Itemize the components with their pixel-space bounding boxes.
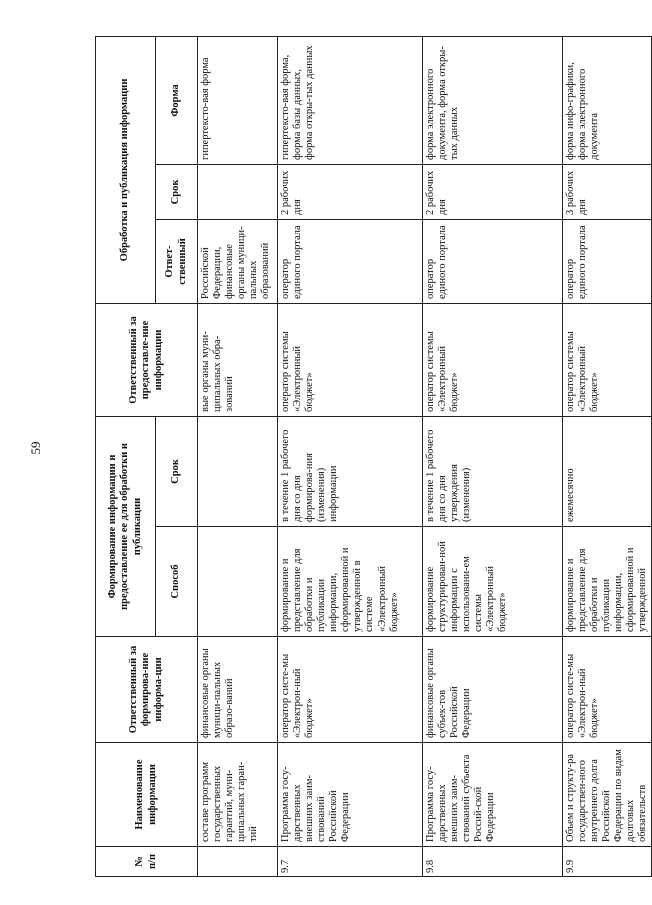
row-proc-term: 2 рабочих дня [278, 164, 423, 219]
header-row-top [96, 36, 156, 876]
row-method: формирование структурирован-ной информации с использовани-ем системы «Электронный бюджет» [423, 527, 563, 637]
row-term: в течение 1 рабочего дня со дня утверждения (изменения) [423, 416, 563, 526]
row-method: формирование и представление для обработки и публикации информации, сформированной и утвержденной [563, 527, 652, 637]
row-resp-proc: оператор единого портала [423, 219, 563, 303]
row-form: форма инфо-графики, форма электронного документа [563, 36, 652, 164]
header-method: Способ [156, 527, 198, 637]
row-term: в течение 1 рабочего дня со дня формирова-ния (изменения) информации [278, 416, 423, 526]
row-num: 9.9 [563, 847, 652, 877]
row-resp-form: финансовые органы субъек-тов Российской Федерации [423, 637, 563, 743]
row-form: гипертексто-вая форма, форма базы данных, форма откры-тых данных [278, 36, 423, 164]
row-form: гипертексто-вая форма [198, 36, 278, 164]
header-form: Форма [156, 36, 198, 164]
row-resp-proc: оператор единого портала [278, 219, 423, 303]
header-processing-group: Обработка и публикация информации [96, 36, 156, 303]
header-num: № п/п [96, 847, 198, 877]
row-resp-provide: оператор системы «Электронный бюджет» [278, 303, 423, 416]
row-resp-provide: оператор системы «Электронный бюджет» [423, 303, 563, 416]
row-resp-form: оператор систе-мы «Электрон-ный бюджет» [563, 637, 652, 743]
table-row [423, 36, 563, 876]
information-table [95, 36, 652, 877]
header-resp-provide: Ответственный за предоставле-ние информации [96, 303, 198, 416]
row-name: Программа госу-дарственных внешних заим-ствований Российской Федерации [278, 743, 423, 847]
row-proc-term: 2 рабочих дня [423, 164, 563, 219]
row-term [198, 416, 278, 526]
header-term: Срок [156, 416, 198, 526]
row-num: 9.8 [423, 847, 563, 877]
table-row [278, 36, 423, 876]
row-resp-proc: Российской Федерации, финансовые органы муници-пальных образований [198, 219, 278, 303]
row-resp-form: финансовые органы муници-пальных образо-ваний [198, 637, 278, 743]
row-proc-term: 3 рабочих дня [563, 164, 652, 219]
row-name: составе программ государственных гарантий, муни-ципальных гаран-тий [198, 743, 278, 847]
header-name: Наименование информации [96, 743, 198, 847]
row-method [198, 527, 278, 637]
row-resp-provide: оператор системы «Электронный бюджет» [563, 303, 652, 416]
header-proc-term: Срок [156, 164, 198, 219]
page-number: 59 [28, 441, 43, 455]
document-table-container [95, 37, 649, 877]
row-proc-term [198, 164, 278, 219]
row-num: 9.7 [278, 847, 423, 877]
row-resp-provide: вые органы муни-ципальных обра-зований [198, 303, 278, 416]
row-resp-form: оператор систе-мы «Электрон-ный бюджет» [278, 637, 423, 743]
row-resp-proc: оператор единого портала [563, 219, 652, 303]
row-term: ежемесячно [563, 416, 652, 526]
row-name: Объем и структу-ра государствен-ного внутреннего долга Российской Федерации по видам долговых обязательств [563, 743, 652, 847]
header-resp-proc: Ответ-ственный [156, 219, 198, 303]
row-name: Программа госу-дарственных внешних заим-ствований субъекта Россий-ской Федерации [423, 743, 563, 847]
table-row [563, 36, 652, 876]
header-formation-group: Формирование информации и предоставление ее для обработки и публикации [96, 416, 156, 636]
table-row [198, 36, 278, 876]
header-resp-form: Ответственный за формирова-ние информа-ции [96, 637, 198, 743]
row-num [198, 847, 278, 877]
row-form: форма электронного документа, форма откры-тых данных [423, 36, 563, 164]
row-method: формирование и представление для обработки и публикации информации, сформированной и утвержденной в системе «Электронный бюджет» [278, 527, 423, 637]
